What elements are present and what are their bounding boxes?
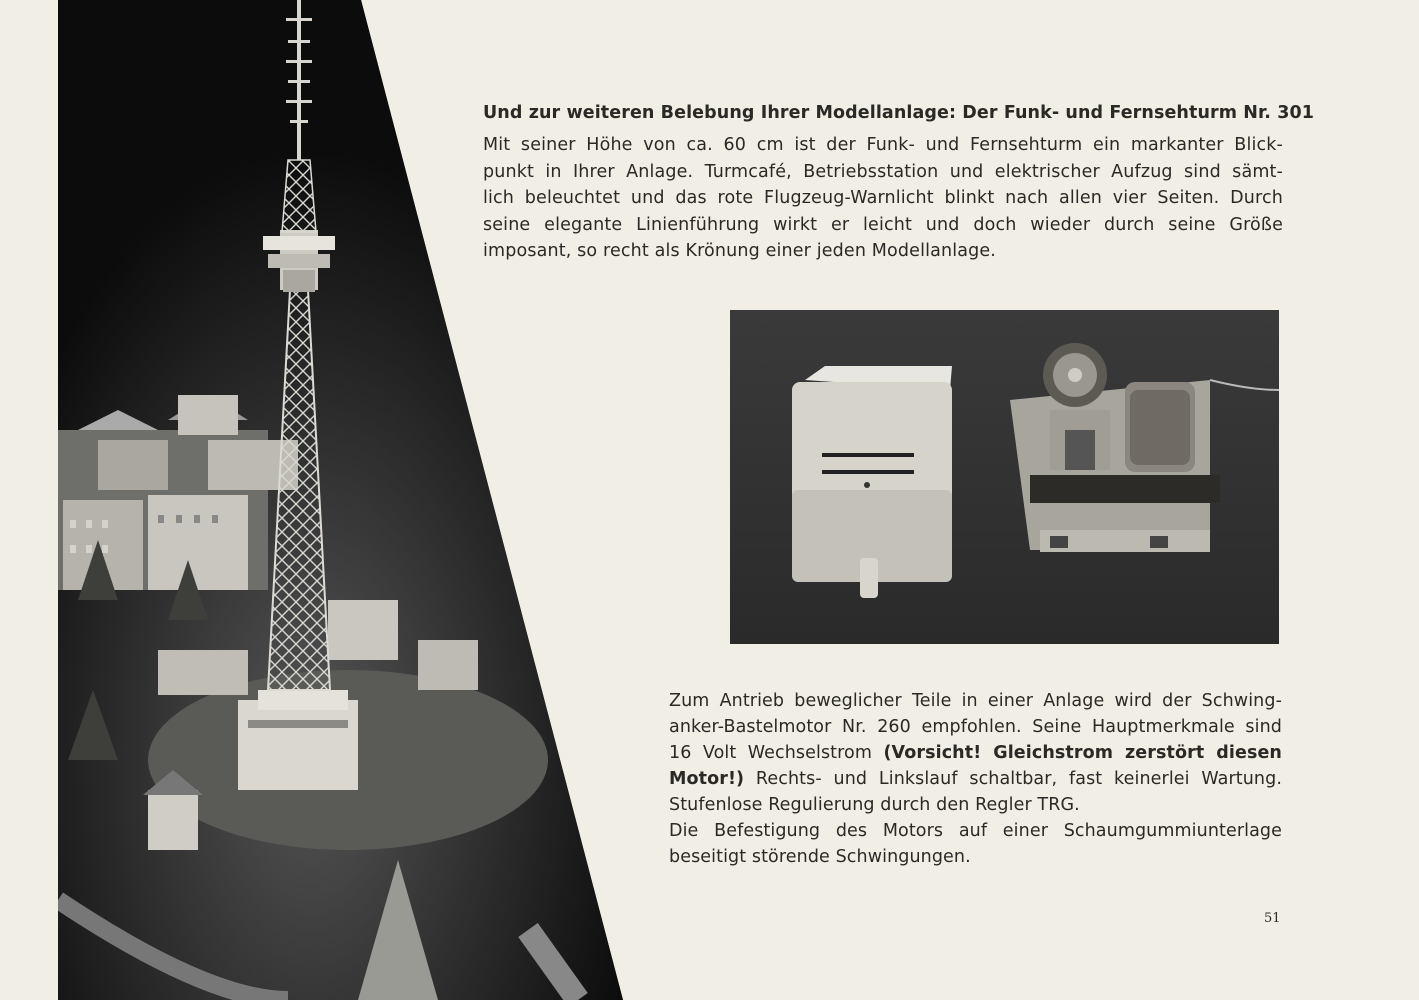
text-line: Mit seiner Höhe von ca. 60 cm ist der Funk- und Fernsehturm ein markanter Blick- [483,135,1283,155]
motor-photo [730,310,1279,644]
text-line: seine elegante Linienführung wirkt er leicht und doch wieder durch seine Größe [483,214,1283,235]
text-line: Zum Antrieb beweglicher Teile in einer Anlage wird der Schwing- [669,691,1282,711]
section-heading: Und zur weiteren Belebung Ihrer Modellanlage: Der Funk- und Fernsehturm Nr. 301 [483,103,1315,123]
warning-text: (Vorsicht! Gleichstrom zerstört diesen [883,743,1282,763]
text-line: lich beleuchtet und das rote Flugzeug-Warnlicht blinkt nach allen vier Seiten. Durch [483,188,1283,208]
text-line: punkt in Ihrer Anlage. Turmcafé, Betriebsstation und elektrischer Aufzug sind sämt- [483,161,1283,182]
text-line: anker-Bastelmotor Nr. 260 empfohlen. Seine Hauptmerkmale sind [669,717,1282,737]
text-run: Rechts- und Linkslauf schaltbar, fast keinerlei Wartung. [744,769,1282,789]
text-line [669,766,1282,792]
text-line: Die Befestigung des Motors auf einer Schaumgummiunterlage [669,821,1282,841]
text-line: imposant, so recht als Krönung einer jeden Modellanlage. [483,241,996,261]
tower-description [483,132,1283,265]
motor-description [669,688,1282,870]
warning-text: Motor!) [669,769,745,789]
text-run: 16 Volt Wechselstrom [669,743,884,763]
text-line: beseitigt störende Schwingungen. [669,847,971,867]
text-line [669,740,1282,766]
text-line: Stufenlose Regulierung durch den Regler TRG. [669,795,1080,815]
motor-illustration [730,310,1279,644]
page-number: 51 [1264,911,1281,926]
